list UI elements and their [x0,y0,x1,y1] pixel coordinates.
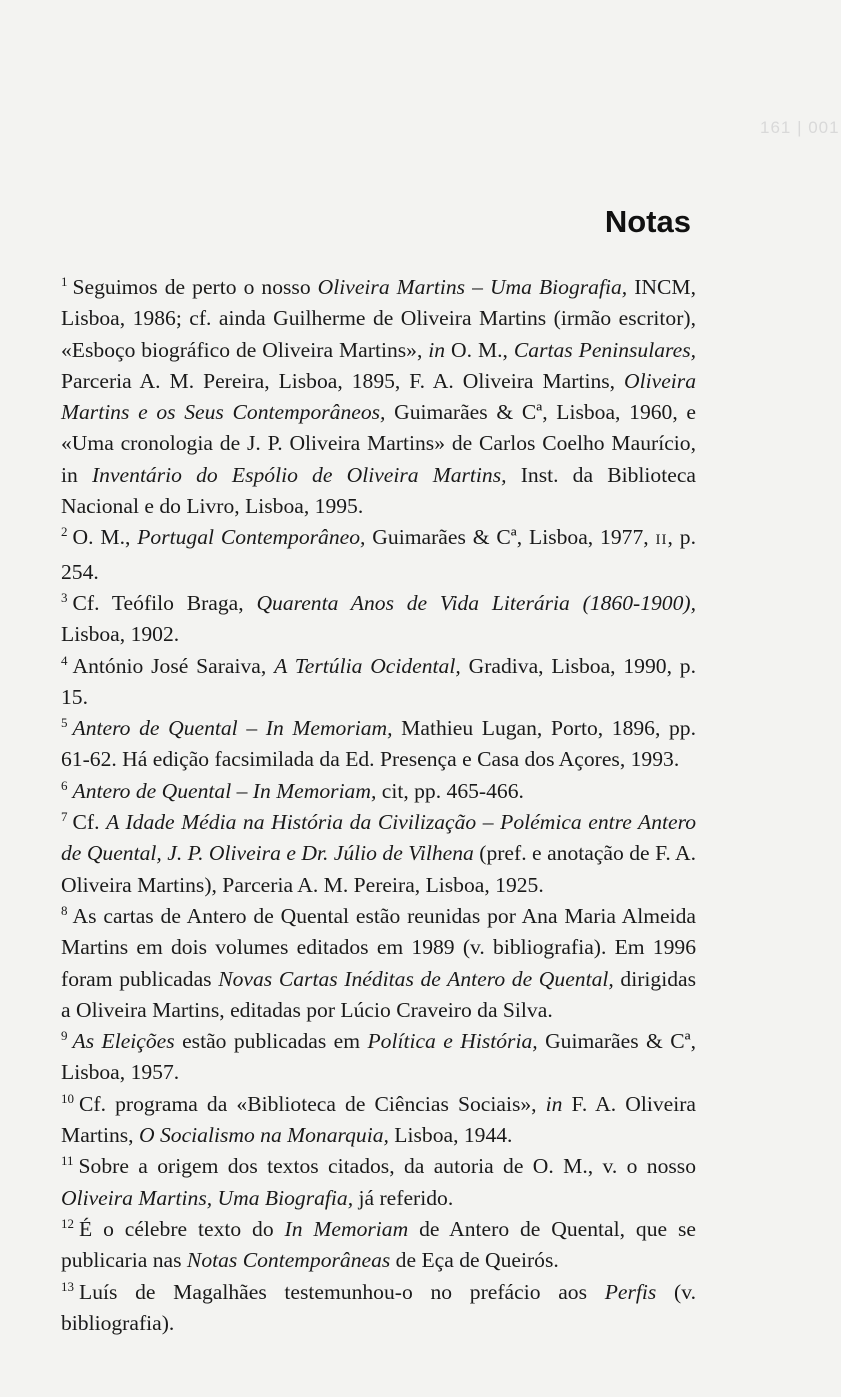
footnote-number: 10 [61,1090,74,1106]
note-text: Cf. Teófilo Braga, [72,590,257,615]
note-text: dirigidas a Oliveira Martins, editadas por Lúcio Craveiro da Silva. [61,966,696,1022]
footnote-5 [61,713,696,776]
note-text: Guimarães & Cª, Lisboa, 1960, e «Uma cronologia de J. P. Oliveira Martins» de Carlos Coelho Maurício, in [61,400,696,487]
italic-title-text: Notas Contemporâneas [186,1248,391,1273]
footnote-number: 8 [61,902,68,918]
footnote-2 [61,522,696,588]
italic-title-text: in [428,337,446,362]
footnote-number: 4 [61,652,68,668]
italic-title-text: Perfis [604,1279,657,1304]
footnote-12 [61,1214,696,1277]
note-text: As cartas de Antero de Quental estão reunidas por Ana Maria Almeida Martins em dois volumes editados em 1989 (v. bibliografia). Em 1996 foram publicadas [61,903,696,991]
italic-title-text: In Memoriam [284,1216,409,1241]
footnote-number: 5 [61,715,68,731]
note-text: cit, pp. 465-466. [376,778,524,803]
italic-title-text: Política e História, [367,1029,538,1054]
note-text: Sobre a origem dos textos citados, da autoria de O. M., v. o nosso [78,1154,696,1179]
footnote-number: 13 [61,1278,74,1294]
note-text: Cf. programa da «Biblioteca de Ciências Sociais», [79,1091,546,1116]
note-text: de Eça de Queirós. [390,1248,559,1273]
footnote-9 [61,1026,696,1089]
italic-title-text: Novas Cartas Inéditas de Antero de Quental, [218,966,614,991]
note-text: (v. bibliografia). [61,1279,696,1335]
note-text: já referido. [353,1185,454,1210]
italic-title-text: Portugal Contemporâneo, [137,525,366,550]
note-text: estão publicadas em [174,1029,368,1054]
footnote-number: 7 [61,809,68,825]
footnote-10 [61,1089,696,1152]
footnote-4 [61,651,696,714]
section-title: Notas [604,204,691,239]
footnote-6 [61,776,696,807]
italic-title-text: Antero de Quental – In Memoriam, [72,778,377,803]
note-text: II [655,532,668,549]
note-text: O. M., [72,525,138,550]
page-number: 161 | 001 [760,118,840,137]
footnote-3 [61,588,696,651]
note-text: Parceria A. M. Pereira, Lisboa, 1895, F. A. Oliveira Martins, [61,368,625,393]
note-text: Mathieu Lugan, Porto, 1896, pp. 61-62. Há edição facsimilada da Ed. Presença e Casa dos Açores, 1993. [61,716,696,772]
footnote-8 [61,901,696,1026]
footnote-number: 9 [61,1028,68,1044]
footnote-number: 2 [61,524,68,540]
italic-title-text: Quarenta Anos de Vida Literária (1860-1900), [256,590,696,615]
italic-title-text: A Idade Média na História da Civilização – Polémica entre Antero de Quental, J. P. Oliveira e Dr. Júlio de Vilhena [61,810,697,866]
note-text: O. M., [445,337,514,362]
italic-title-text: Oliveira Martins, Uma Biografia, [61,1185,354,1210]
italic-title-text: Oliveira Martins e os Seus Contemporâneos, [61,368,696,425]
note-text: Cf. [72,810,107,835]
note-text: de Antero de Quental, que se publicaria nas [61,1216,696,1273]
note-text: F. A. Oliveira Martins, [61,1091,696,1148]
note-text: É o célebre texto do [79,1216,285,1241]
note-text: INCM, Lisboa, 1986; cf. ainda Guilherme de Oliveira Martins (irmão escritor), «Esboço biográfico de Oliveira Martins», [61,275,697,362]
note-text: Lisboa, 1944. [388,1123,513,1148]
footnote-number: 1 [61,274,68,289]
note-text: , p. 254. [61,525,696,584]
footnote-number: 11 [61,1153,74,1169]
italic-title-text: Oliveira Martins – Uma Biografia, [317,275,628,299]
note-text: António José Saraiva, [72,653,275,678]
footnote-7 [61,807,696,901]
note-text: Guimarães & Cª, Lisboa, 1977, [365,525,656,550]
footnote-number: 6 [61,777,68,793]
italic-title-text: As Eleições [72,1029,175,1054]
note-text: Gradiva, Lisboa, 1990, p. 15. [61,653,696,709]
italic-title-text: Antero de Quental – In Memoriam, [72,716,393,741]
italic-title-text: A Tertúlia Ocidental, [274,653,461,678]
note-text: Luís de Magalhães testemunhou-o no prefácio aos [79,1279,605,1304]
footnote-1 [61,272,696,522]
note-text: Inst. da Biblioteca Nacional e do Livro, Lisboa, 1995. [61,462,696,519]
italic-title-text: Inventário do Espólio de Oliveira Martins, [91,462,507,487]
note-text: (pref. e anotação de F. A. Oliveira Martins), Parceria A. M. Pereira, Lisboa, 1925. [61,841,697,897]
italic-title-text: Cartas Peninsulares, [513,337,696,362]
notes-list [61,272,696,1339]
note-text: Guimarães & Cª, Lisboa, 1957. [61,1029,696,1085]
footnote-number: 3 [61,589,68,605]
footnote-number: 12 [61,1215,74,1231]
italic-title-text: O Socialismo na Monarquia, [138,1123,389,1148]
footnote-13 [61,1277,696,1340]
note-text: Seguimos de perto o nosso [72,275,318,299]
note-text: Lisboa, 1902. [61,622,180,647]
italic-title-text: in [545,1091,563,1116]
footnote-11 [61,1151,696,1214]
bleed-through-text [60,214,840,247]
